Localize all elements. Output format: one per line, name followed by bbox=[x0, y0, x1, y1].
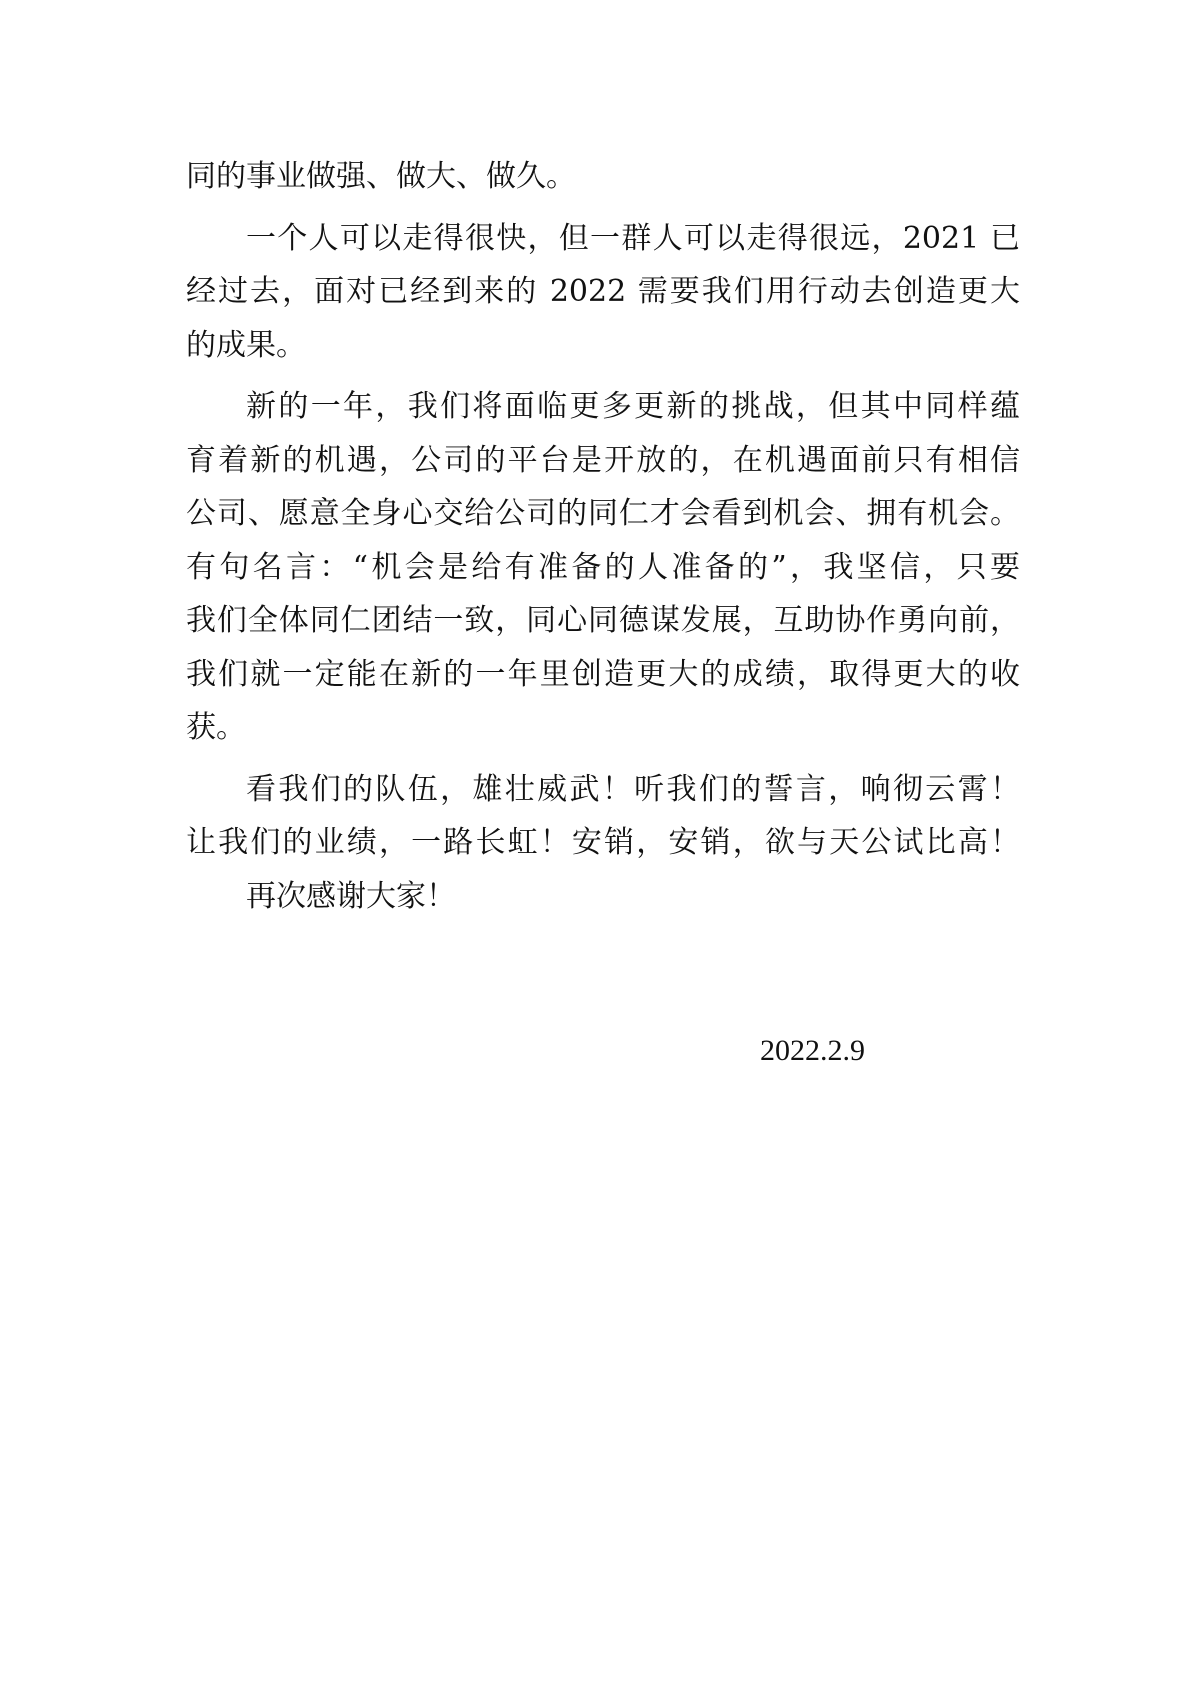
paragraph-line: 再次感谢大家！ bbox=[246, 878, 456, 914]
paragraph-line: 同的事业做强、做大、做久。 bbox=[186, 159, 576, 194]
paragraph-line: 一个人可以走得很快，但一群人可以走得很远，2021 已 bbox=[246, 220, 1020, 256]
paragraph-line: 获。 bbox=[186, 710, 246, 745]
paragraph-line: 看我们的队伍，雄壮威武！听我们的誓言，响彻云霄！ bbox=[246, 771, 1020, 807]
paragraph-line: 经过去，面对已经到来的 2022 需要我们用行动去创造更大 bbox=[186, 274, 1020, 309]
paragraph-line: 我们就一定能在新的一年里创造更大的成绩，取得更大的收 bbox=[186, 656, 1020, 692]
paragraph-line: 公司、愿意全身心交给公司的同仁才会看到机会、拥有机会。 bbox=[186, 496, 1020, 531]
paragraph-line: 育着新的机遇，公司的平台是开放的，在机遇面前只有相信 bbox=[186, 442, 1020, 478]
paragraph-line: 让我们的业绩，一路长虹！安销，安销，欲与天公试比高！ bbox=[186, 825, 1020, 860]
paragraph-line: 我们全体同仁团结一致，同心同德谋发展，互助协作勇向前， bbox=[186, 603, 1020, 638]
document-date: 2022.2.9 bbox=[760, 1034, 865, 1067]
paragraph-line: 有句名言：“机会是给有准备的人准备的”，我坚信，只要 bbox=[186, 549, 1020, 585]
paragraph-line: 新的一年，我们将面临更多更新的挑战，但其中同样蕴 bbox=[246, 389, 1020, 424]
paragraph-line: 的成果。 bbox=[186, 327, 306, 363]
document-body bbox=[186, 150, 1020, 923]
